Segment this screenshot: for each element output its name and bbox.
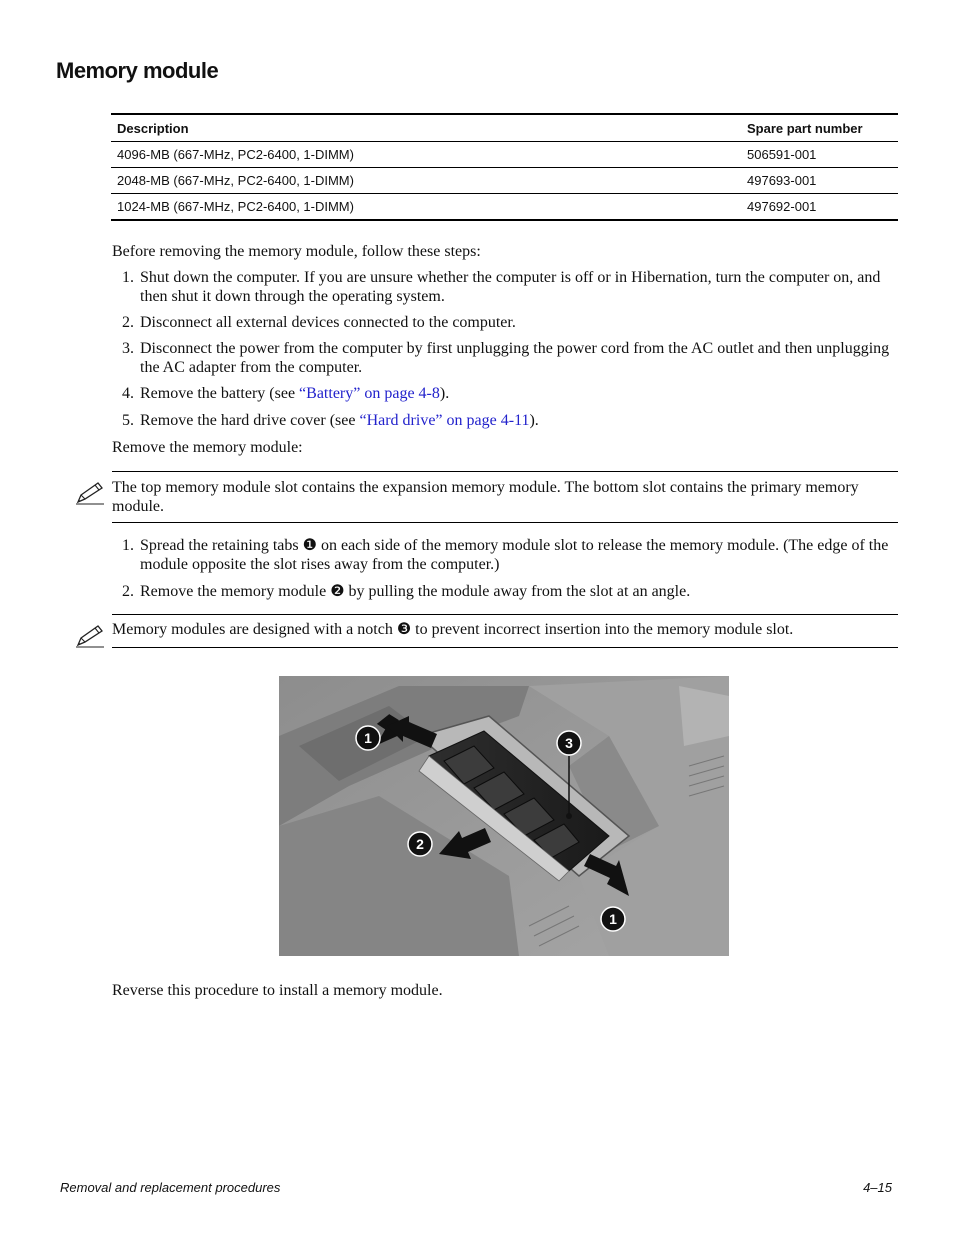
note-text-pre: Memory modules are designed with a notch	[112, 621, 397, 638]
callout-3-label: 3	[565, 735, 573, 751]
callout-3-marker: ❸	[396, 621, 412, 638]
pencil-icon	[74, 480, 106, 506]
cell-part-number: 497693-001	[741, 168, 898, 194]
step-text: Disconnect the power from the computer by first unplugging the power cord from the AC outlet and then unplugging the AC adapter from the computer.	[140, 340, 890, 376]
footer-page-number: 4–15	[863, 1180, 892, 1195]
list-item	[112, 313, 898, 332]
step-text-post: ).	[529, 412, 539, 429]
note-text-post: to prevent incorrect insertion into the memory module slot.	[411, 621, 794, 638]
hard-drive-link[interactable]: “Hard drive” on page 4-11	[359, 412, 530, 429]
note-text	[112, 620, 898, 639]
step-number: 1.	[122, 269, 134, 286]
list-item	[112, 384, 898, 403]
step-number: 2.	[122, 583, 134, 600]
step-text-post: by pulling the module away from the slot at an angle.	[344, 583, 691, 600]
step-number: 3.	[122, 340, 134, 357]
list-item	[112, 268, 898, 306]
callout-1-marker: ❶	[302, 537, 317, 554]
footer-section-title: Removal and replacement procedures	[60, 1180, 281, 1195]
step-number: 1.	[122, 537, 134, 554]
pencil-icon	[74, 623, 106, 649]
note-box	[112, 471, 898, 523]
table-header-row	[111, 114, 898, 142]
cell-description: 1024-MB (667-MHz, PC2-6400, 1-DIMM)	[117, 199, 354, 214]
callout-2-label: 2	[416, 836, 424, 852]
callout-2-marker: ❷	[330, 583, 345, 600]
cell-part-number: 497692-001	[747, 199, 817, 214]
callout-1-label: 1	[609, 911, 617, 927]
cell-part-number: 506591-001	[741, 142, 898, 168]
step-text-pre: Spread the retaining tabs	[140, 537, 303, 554]
note-text: The top memory module slot contains the expansion memory module. The bottom slot contains the primary memory module.	[112, 479, 859, 515]
column-header-spare-part-number: Spare part number	[741, 114, 898, 142]
spare-parts-table	[111, 113, 898, 221]
step-text-post: on each side of the memory module slot to release the memory module. (The edge of the module opposite the slot rises away from the computer.)	[140, 537, 889, 573]
step-number: 4.	[122, 385, 134, 402]
step-text-pre: Remove the battery (see	[140, 385, 300, 402]
table-row	[111, 142, 898, 168]
cell-description: 4096-MB (667-MHz, PC2-6400, 1-DIMM)	[111, 142, 741, 168]
page-title: Memory module	[56, 58, 219, 83]
step-text: Disconnect all external devices connected to the computer.	[140, 314, 516, 331]
remove-heading: Remove the memory module:	[112, 439, 303, 456]
step-number: 5.	[122, 412, 134, 429]
list-item	[112, 411, 898, 430]
removal-steps	[112, 536, 898, 601]
table-row	[111, 168, 898, 194]
intro-text: Before removing the memory module, follow these steps:	[112, 243, 481, 260]
battery-link[interactable]: “Battery” on page 4-8	[299, 385, 440, 402]
column-header-description: Description	[111, 114, 741, 142]
callout-1-label: 1	[364, 730, 372, 746]
step-text-pre: Remove the memory module	[140, 583, 331, 600]
list-item	[112, 536, 898, 574]
closing-text: Reverse this procedure to install a memory module.	[112, 982, 443, 999]
step-text: Shut down the computer. If you are unsure whether the computer is off or in Hibernation, turn the computer on, and then shut it down through the operating system.	[140, 269, 881, 305]
memory-module-photo	[279, 676, 729, 956]
list-item	[112, 582, 898, 601]
note-box	[112, 614, 898, 648]
cell-description: 2048-MB (667-MHz, PC2-6400, 1-DIMM)	[111, 168, 741, 194]
step-number: 2.	[122, 314, 134, 331]
step-text-pre: Remove the hard drive cover (see	[140, 412, 360, 429]
step-text-post: ).	[439, 385, 450, 402]
preparation-steps	[112, 268, 898, 430]
list-item	[112, 339, 898, 377]
table-row	[111, 194, 898, 221]
